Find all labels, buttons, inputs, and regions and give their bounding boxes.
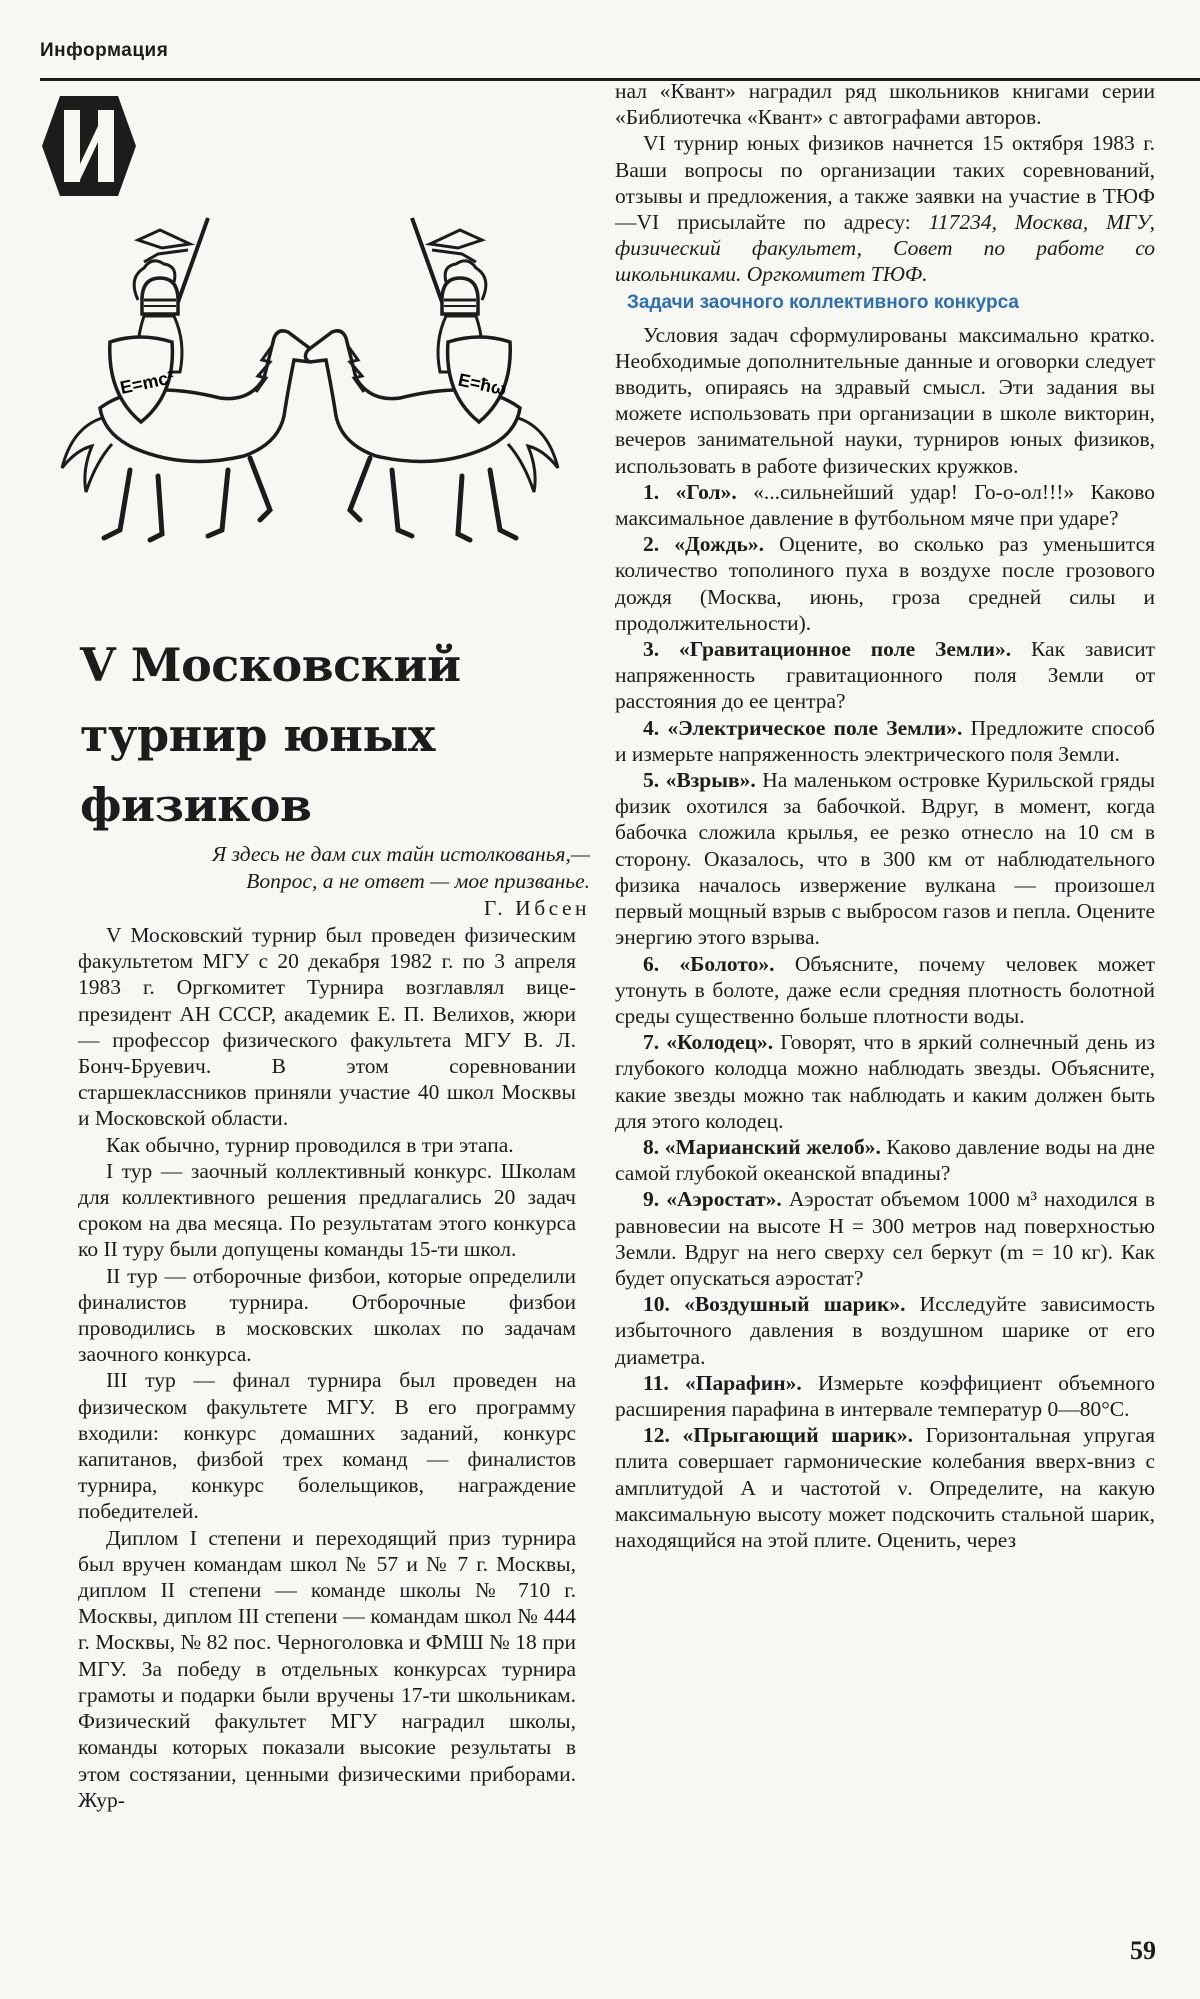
problem-heading [643,637,1011,661]
problem-item [615,1422,1155,1553]
problem-name: «Гравитационное поле Земли». [678,637,1012,662]
paragraph: III тур — финал турнира был проведен на физическом факультете МГУ. В его программу входили: конкурс домашних заданий, конкурс капитанов, физбой трех команд — финалистов турнира, конкурс болельщиков, награждение победителей. [78,1368,576,1524]
logo [40,92,138,200]
problem-name: «Гол». [675,479,737,504]
problem-list [615,479,1155,1553]
epigraph-line: Я здесь не дам сих тайн истолкованья,— [212,842,590,866]
problem-heading [643,480,737,504]
section-heading: Задачи заочного коллективного конкурса [627,291,1019,313]
problem-name: «Электрическое поле Земли». [667,715,963,740]
problem-heading [643,532,764,556]
problem-heading [643,1423,913,1447]
problem-number: 11. [643,1370,669,1395]
problem-text: Горизонтальная упругая плита совершает гармонические колебания вверх-вниз с амплитудой A и частотой ν. Определите, на какую максимальную высоту может подскочить стальной шарик, находящийся на этой плите. Оценить, через [615,1423,1155,1552]
problem-item [615,715,1155,767]
problem-item [615,1029,1155,1134]
problem-number: 9. [643,1187,660,1212]
problem-name: «Воздушный шарик». [684,1292,906,1317]
problem-number: 1. [643,479,660,504]
problem-text: Говорят, что в яркий солнечный день из глубокого колодца можно наблюдать звезды. Объясните, какие звезды можно так наблюдать и каким должен быть для этого колодец. [615,1030,1156,1133]
left-column [78,922,576,1813]
problem-text: Каково давление воды на дне самой глубокой океанской впадины? [615,1134,1155,1186]
section-label: Информация [40,40,169,61]
problem-number: 3. [643,637,660,662]
paragraph: Диплом I степени и переходящий приз турнира был вручен командам школ № 57 и № 7 г. Москвы, диплом II степени — команде школы № 710 г. Москвы, диплом III степени — командам школ № 444 г. Москвы, № 82 пос. Черноголовка и ФМШ № 18 при МГУ. За победу в отдельных конкурсах турнира грамоты и подарки были вручены 17-ти школьникам. Физический факультет МГУ наградил школы, команды которых показали высокие результаты в этом состязании, ценными физическими приборами. Жур- [78,1525,576,1812]
problem-number: 10. [643,1292,670,1317]
paragraph: Условия задач сформулированы максимально кратко. Необходимые дополнительные данные и оговорки следует вводить, опираясь на здравый смысл. Эти задания вы можете использовать при организации в школе викторин, вечеров занимательной науки, турниров юных физиков, использовать в работе физических кружков. [615,322,1155,478]
page-number: 59 [1130,1936,1156,1965]
problem-item [615,951,1155,1030]
problem-name: «Парафин». [685,1370,802,1395]
problem-text: Исследуйте зависимость избыточного давления в воздушном шарике от его диаметра. [615,1292,1155,1369]
problem-heading [643,952,775,976]
problem-item [615,1291,1155,1370]
knight-right-shield-formula: E=ħω [456,369,509,400]
problem-heading [643,716,962,740]
problem-name: «Марианский желоб». [664,1134,881,1159]
problem-text: «...сильнейший удар! Го-о-ол!!!» Каково максимальное давление в футбольном мяче при ударе? [615,479,1156,531]
paragraph: I тур — заочный коллективный конкурс. Школам для коллективного решения предлагались 20 задач сроком на два месяца. По результатам этого конкурса ко II туру были допущены команды 15-ти школ. [78,1158,576,1262]
problem-text: На маленьком островке Курильской гряды физик охотился за бабочкой. Вдруг, в момент, когда бабочка сложила крылья, ее резко отнесло на 10 см в сторону. Оказалось, что в 300 км от наблюдательного физика началось извержение вулкана — произошел первый мощный взрыв с выбросом газов и пепла. Оцените энергию этого взрыва. [615,768,1156,950]
problem-text: Измерьте коэффициент объемного расширения парафина в интервале температур 0—80°С. [615,1370,1156,1421]
problem-heading [643,1292,905,1316]
epigraph-line: Вопрос, а не ответ — мое призванье. [246,869,590,893]
paragraph: Как обычно, турнир проводился в три этапа. [106,1132,514,1157]
problem-item [615,479,1155,531]
problem-text: Объясните, почему человек может утонуть в болоте, даже если средняя плотность болотной среды существенно больше плотности воды. [615,951,1156,1028]
address: 117234, Москва, МГУ, физический факультет, Совет по работе со школьниками. Оргкомитет ТЮФ. [615,210,1156,287]
paragraph: II тур — отборочные физбои, которые определили финалистов турнира. Отборочные физбои проводились в московских школах по задачам заочного конкурса. [78,1263,576,1367]
problem-number: 5. [643,768,660,793]
problem-text: Оцените, во сколько раз уменьшится количество тополиного пуха в воздухе после грозового дождя (Москва, июнь, гроза средней силы и продолжительности). [615,532,1155,635]
problem-item [615,531,1155,636]
paragraph: V Московский турнир был проведен физическим факультетом МГУ с 20 декабря 1982 г. по 3 апреля 1983 г. Оргкомитет Турнира возглавлял вице-президент АН СССР, академик Е. П. Велихов, жюри — профессор физического факультета МГУ В. Л. Бонч-Бруевич. В этом соревновании старшеклассников приняли участие 40 школ Москвы и Московской области. [78,923,576,1131]
problem-text: Как зависит напряженность гравитационного поля Земли от расстояния до ее центра? [615,637,1156,714]
knight-left-drawing [62,218,315,540]
problem-number: 12. [643,1423,670,1448]
problem-text: Предложите способ и измерьте напряженность электрического поля Земли. [615,715,1155,766]
problem-item [615,636,1155,715]
knights-illustration [40,208,580,578]
right-column [615,78,1155,1553]
problem-item [615,1370,1155,1422]
problem-number: 4. [643,715,660,740]
epigraph [60,841,590,922]
problem-item [615,1186,1155,1291]
problem-name: «Прыгающий шарик». [682,1423,913,1448]
paragraph: нал «Квант» наградил ряд школьников книгами серии «Библиотечка «Квант» с автографами авторов. [615,79,1155,130]
vi-text: VI турнир юных физиков начнется 15 октября 1983 г. Ваши вопросы по организации таких соревнований, отзывы и предложения, а также заявки на участие в ТЮФ—VI присылайте по адресу: [615,131,1155,235]
problem-name: «Болото». [679,951,775,976]
knight-right-drawing [305,218,558,540]
problem-name: «Взрыв». [665,768,756,793]
hexagon-letter-logo-icon [40,92,138,200]
problem-name: «Дождь». [674,532,764,557]
problem-item [615,767,1155,950]
problem-number: 2. [643,532,660,557]
knight-left-shield-formula: E=mc² [118,367,176,398]
problem-heading [643,768,756,792]
problem-name: «Аэростат». [666,1187,782,1212]
problem-name: «Колодец». [666,1030,774,1055]
problem-number: 6. [643,951,660,976]
problem-number: 8. [643,1134,660,1159]
paragraph [615,130,1155,287]
problem-item [615,1134,1155,1186]
problem-heading [643,1030,773,1054]
problem-heading [643,1187,782,1211]
epigraph-author: Г. Ибсен [483,896,590,920]
problem-heading [643,1135,881,1159]
problem-number: 7. [643,1030,660,1055]
article-title: V Московский турнир юных физиков [80,638,461,832]
problem-heading [643,1371,802,1395]
problem-text: Аэростат объемом 1000 м³ находился в равновесии на высоте H = 300 метров над поверхностью Земли. Вдруг на него сверху сел беркут (m = 10 кг). Как будет опускаться аэростат? [615,1187,1156,1290]
